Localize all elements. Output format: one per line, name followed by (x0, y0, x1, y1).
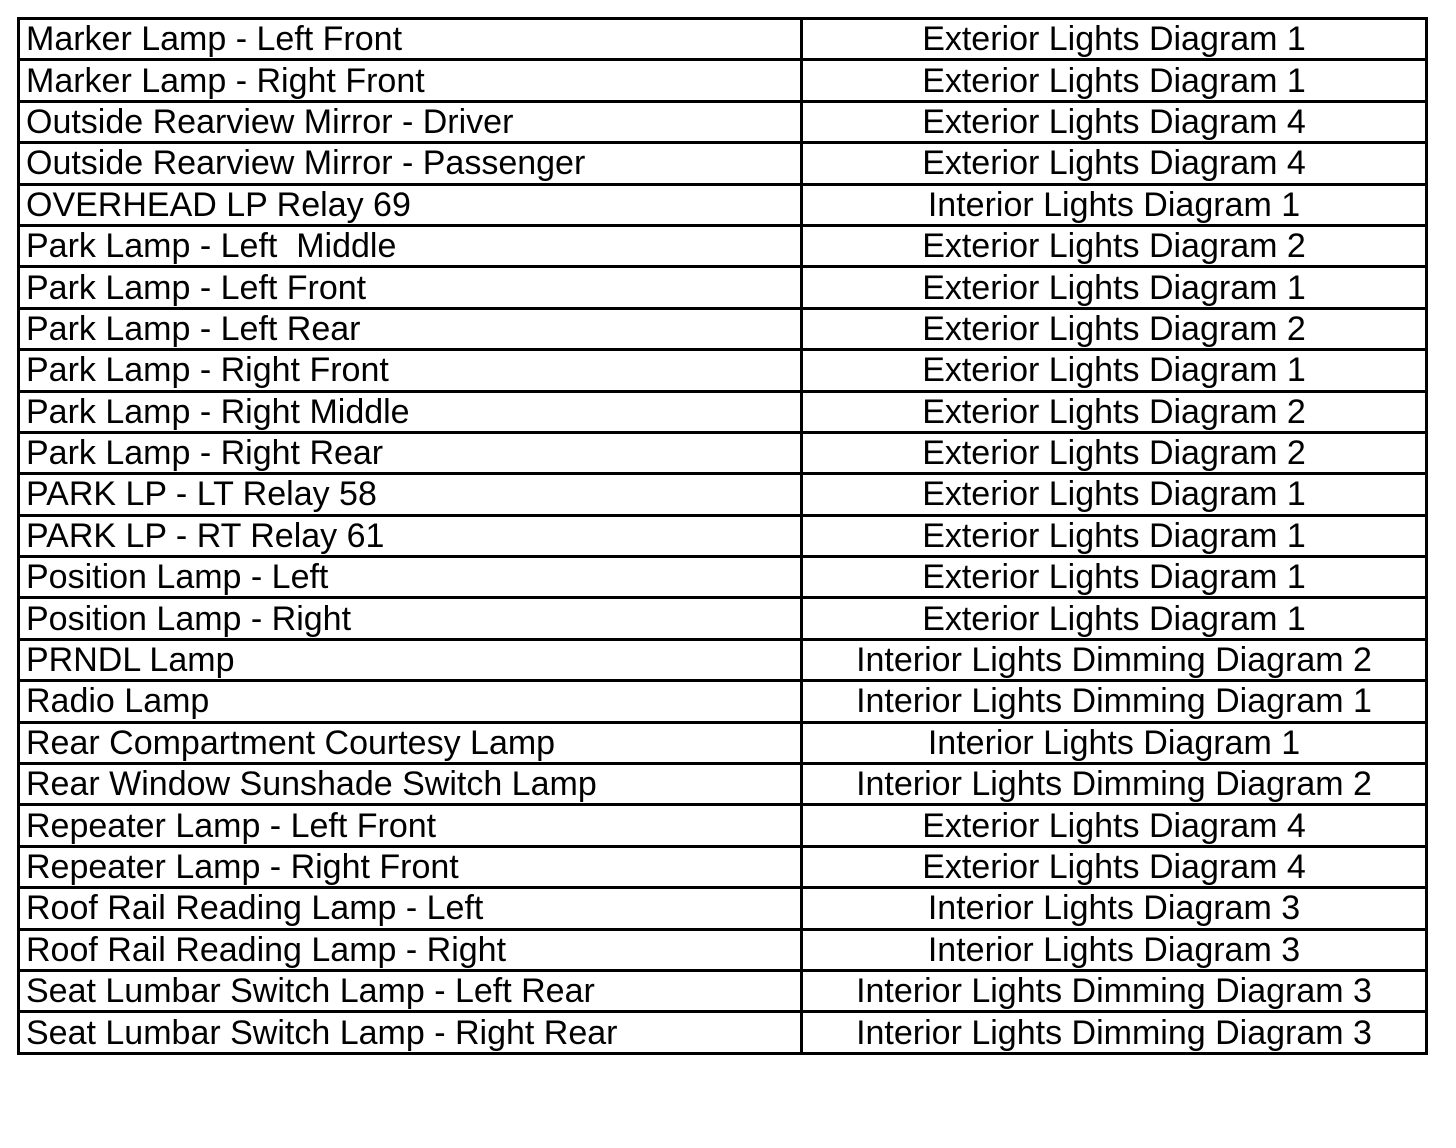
component-cell: Rear Window Sunshade Switch Lamp (19, 764, 802, 805)
diagram-cell: Interior Lights Diagram 3 (802, 888, 1427, 929)
table-row (19, 722, 1427, 763)
table-row (19, 101, 1427, 142)
diagram-cell: Exterior Lights Diagram 1 (802, 350, 1427, 391)
table-row (19, 308, 1427, 349)
component-cell: Radio Lamp (19, 681, 802, 722)
table-row (19, 970, 1427, 1011)
component-cell: Position Lamp - Right (19, 598, 802, 639)
diagram-cell: Exterior Lights Diagram 4 (802, 846, 1427, 887)
diagram-cell: Exterior Lights Diagram 4 (802, 101, 1427, 142)
diagram-cell: Exterior Lights Diagram 4 (802, 805, 1427, 846)
diagram-cell: Exterior Lights Diagram 1 (802, 19, 1427, 60)
diagram-cell: Exterior Lights Diagram 1 (802, 515, 1427, 556)
diagram-cell: Interior Lights Dimming Diagram 2 (802, 639, 1427, 680)
diagram-cell: Exterior Lights Diagram 1 (802, 598, 1427, 639)
diagram-cell: Exterior Lights Diagram 4 (802, 143, 1427, 184)
diagram-cell: Exterior Lights Diagram 2 (802, 391, 1427, 432)
table-row (19, 350, 1427, 391)
table-row (19, 681, 1427, 722)
table-row (19, 143, 1427, 184)
diagram-cell: Exterior Lights Diagram 1 (802, 267, 1427, 308)
table-row (19, 515, 1427, 556)
component-cell: Roof Rail Reading Lamp - Right (19, 929, 802, 970)
component-cell: Outside Rearview Mirror - Passenger (19, 143, 802, 184)
diagram-cell: Interior Lights Diagram 3 (802, 929, 1427, 970)
component-cell: Marker Lamp - Left Front (19, 19, 802, 60)
component-cell: Outside Rearview Mirror - Driver (19, 101, 802, 142)
table-row (19, 764, 1427, 805)
diagram-cell: Exterior Lights Diagram 1 (802, 557, 1427, 598)
table-row (19, 474, 1427, 515)
table-row (19, 1012, 1427, 1053)
component-cell: Park Lamp - Left Front (19, 267, 802, 308)
table-row (19, 598, 1427, 639)
component-cell: Seat Lumbar Switch Lamp - Right Rear (19, 1012, 802, 1053)
component-cell: Position Lamp - Left (19, 557, 802, 598)
component-cell: Rear Compartment Courtesy Lamp (19, 722, 802, 763)
table-row (19, 639, 1427, 680)
component-cell: Marker Lamp - Right Front (19, 60, 802, 101)
diagram-cell: Exterior Lights Diagram 1 (802, 60, 1427, 101)
table-row (19, 225, 1427, 266)
component-cell: Seat Lumbar Switch Lamp - Left Rear (19, 970, 802, 1011)
component-cell: PARK LP - LT Relay 58 (19, 474, 802, 515)
diagram-cell: Exterior Lights Diagram 1 (802, 474, 1427, 515)
table-row (19, 805, 1427, 846)
table-row (19, 60, 1427, 101)
diagram-cell: Interior Lights Dimming Diagram 2 (802, 764, 1427, 805)
component-cell: OVERHEAD LP Relay 69 (19, 184, 802, 225)
component-cell: PRNDL Lamp (19, 639, 802, 680)
component-cell: Park Lamp - Right Middle (19, 391, 802, 432)
diagram-cell: Exterior Lights Diagram 2 (802, 308, 1427, 349)
component-cell: Park Lamp - Right Rear (19, 432, 802, 473)
component-locator-table (17, 17, 1428, 1055)
table-row (19, 846, 1427, 887)
component-cell: Roof Rail Reading Lamp - Left (19, 888, 802, 929)
table-row (19, 19, 1427, 60)
table-row (19, 929, 1427, 970)
diagram-cell: Exterior Lights Diagram 2 (802, 432, 1427, 473)
diagram-cell: Interior Lights Diagram 1 (802, 184, 1427, 225)
component-cell: Park Lamp - Left Middle (19, 225, 802, 266)
diagram-cell: Interior Lights Dimming Diagram 1 (802, 681, 1427, 722)
component-cell: Repeater Lamp - Right Front (19, 846, 802, 887)
table-row (19, 267, 1427, 308)
table-body (19, 19, 1427, 1054)
diagram-cell: Interior Lights Diagram 1 (802, 722, 1427, 763)
component-cell: Park Lamp - Right Front (19, 350, 802, 391)
component-cell: PARK LP - RT Relay 61 (19, 515, 802, 556)
diagram-cell: Exterior Lights Diagram 2 (802, 225, 1427, 266)
component-cell: Park Lamp - Left Rear (19, 308, 802, 349)
component-locator-table-wrapper (17, 17, 1425, 1055)
table-row (19, 184, 1427, 225)
diagram-cell: Interior Lights Dimming Diagram 3 (802, 1012, 1427, 1053)
table-row (19, 888, 1427, 929)
diagram-cell: Interior Lights Dimming Diagram 3 (802, 970, 1427, 1011)
component-cell: Repeater Lamp - Left Front (19, 805, 802, 846)
table-row (19, 557, 1427, 598)
table-row (19, 432, 1427, 473)
table-row (19, 391, 1427, 432)
